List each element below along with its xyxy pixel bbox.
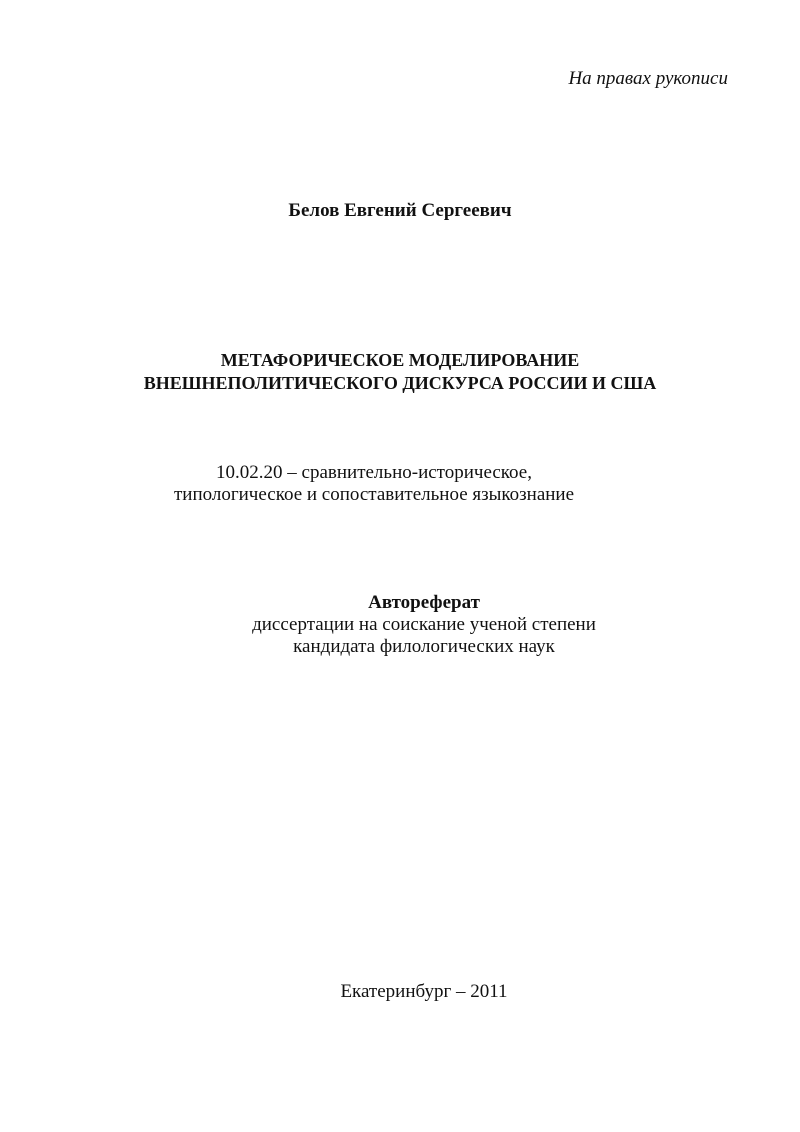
author-name: Белов Евгений Сергеевич	[288, 200, 512, 221]
document-type-heading: Автореферат	[368, 592, 480, 613]
title-line-2: ВНЕШНЕПОЛИТИЧЕСКОГО ДИСКУРСА РОССИИ И США	[143, 373, 657, 393]
specialty-line-2: типологическое и сопоставительное языкознание	[173, 484, 575, 505]
manuscript-rights-note: На правах рукописи	[568, 68, 728, 89]
specialty-line-1: 10.02.20 – сравнительно-историческое,	[216, 462, 532, 483]
document-type-line-1: диссертации на соискание ученой степени	[252, 614, 596, 635]
place-and-year: Екатеринбург – 2011	[340, 981, 508, 1002]
document-type-line-2: кандидата филологических наук	[293, 636, 555, 657]
title-line-1: МЕТАФОРИЧЕСКОЕ МОДЕЛИРОВАНИЕ	[220, 350, 580, 370]
